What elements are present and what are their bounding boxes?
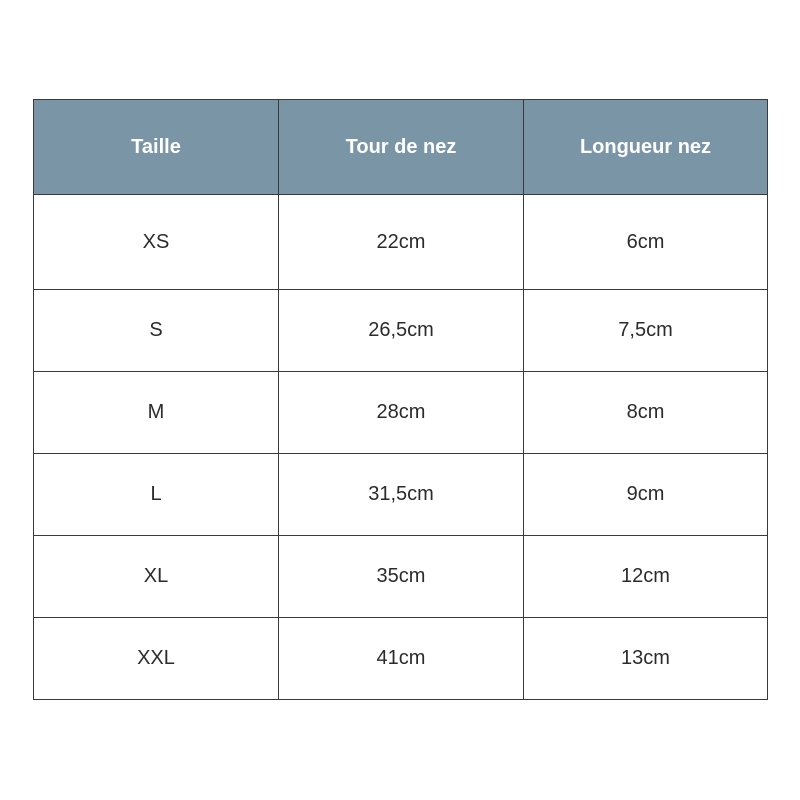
cell-nose-circumference: 22cm — [279, 195, 524, 290]
cell-nose-length: 9cm — [524, 454, 768, 536]
cell-nose-length: 8cm — [524, 372, 768, 454]
table-row — [34, 618, 768, 700]
cell-nose-circumference: 28cm — [279, 372, 524, 454]
cell-nose-circumference: 26,5cm — [279, 290, 524, 372]
cell-size: XS — [34, 195, 279, 290]
table-row — [34, 454, 768, 536]
header-row — [34, 100, 768, 195]
cell-size: M — [34, 372, 279, 454]
table-row — [34, 536, 768, 618]
header-nose-length: Longueur nez — [524, 100, 768, 195]
cell-nose-circumference: 35cm — [279, 536, 524, 618]
table-row — [34, 372, 768, 454]
cell-size: XL — [34, 536, 279, 618]
header-size: Taille — [34, 100, 279, 195]
cell-nose-length: 12cm — [524, 536, 768, 618]
cell-nose-circumference: 41cm — [279, 618, 524, 700]
table-row — [34, 195, 768, 290]
cell-nose-length: 13cm — [524, 618, 768, 700]
table-body — [34, 195, 768, 700]
size-chart-table — [33, 99, 768, 700]
cell-size: XXL — [34, 618, 279, 700]
cell-nose-length: 6cm — [524, 195, 768, 290]
cell-nose-circumference: 31,5cm — [279, 454, 524, 536]
table-row — [34, 290, 768, 372]
header-nose-circumference: Tour de nez — [279, 100, 524, 195]
cell-size: L — [34, 454, 279, 536]
cell-size: S — [34, 290, 279, 372]
table-header — [34, 100, 768, 195]
cell-nose-length: 7,5cm — [524, 290, 768, 372]
